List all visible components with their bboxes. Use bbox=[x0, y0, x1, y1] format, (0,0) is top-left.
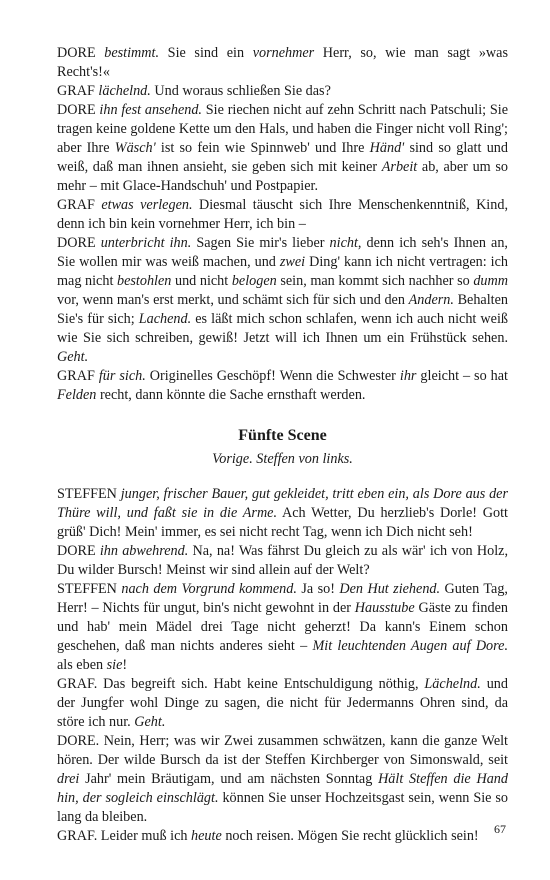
stage-direction: für sich. bbox=[98, 368, 146, 384]
dialogue-text: DORE bbox=[57, 543, 100, 559]
dialogue-paragraph bbox=[57, 196, 508, 234]
dialogue-paragraph bbox=[57, 732, 508, 827]
dialogue-text: DORE. Nein, Herr; was wir Zwei zusammen schwätzen, kann die ganze Welt hören. Der wilde Bursch da ist der Steffen Kirchberger von Simonswald, seit bbox=[57, 733, 508, 768]
dialogue-paragraph bbox=[57, 580, 508, 675]
stage-direction: ihn fest ansehend. bbox=[99, 102, 202, 118]
dialogue-text: noch reisen. Mögen Sie recht glücklich sein! bbox=[221, 828, 479, 844]
dialogue-text: Originelles Geschöpf! Wenn die Schwester bbox=[145, 368, 400, 384]
stage-direction: nach dem Vorgrund kommend. bbox=[121, 581, 297, 597]
dialogue-block-scene-5 bbox=[57, 485, 508, 846]
stage-direction: Arbeit bbox=[381, 159, 418, 175]
stage-direction: sie bbox=[106, 657, 123, 673]
dialogue-text: Na, na! Was fährst Du gleich zu als wär' ich von Holz, Du wilder Bursch! Meinst wir sind allein auf der Welt? bbox=[57, 543, 509, 578]
stage-direction: junger, frischer Bauer, gut gekleidet, tritt eben ein, als Dore aus der Thüre will, und faßt sie in die Arme. bbox=[57, 486, 509, 521]
dialogue-text: Ja so! bbox=[296, 581, 340, 597]
dialogue-text: ab, aber um so mehr – mit Glace-Handschuh' und Postpapier. bbox=[57, 159, 508, 194]
dialogue-text: Ach Wetter, Du herzlieb's Dorle! Gott grüß' Dich! Mein' immer, es sei nicht recht Tag, wenn ich Dich nicht seh! bbox=[57, 505, 508, 540]
stage-direction: belogen bbox=[231, 273, 277, 289]
stage-direction: Händ' bbox=[369, 140, 405, 156]
dialogue-text: Sagen Sie mir's lieber bbox=[191, 235, 330, 251]
stage-direction: Wäsch' bbox=[114, 140, 156, 156]
stage-direction: vornehmer bbox=[252, 45, 315, 61]
dialogue-text: Jahr' mein Bräutigam, und am nächsten Sonntag bbox=[79, 771, 379, 787]
dialogue-text: Behalten Sie's für sich; bbox=[57, 292, 509, 327]
stage-direction: bestohlen bbox=[117, 273, 172, 289]
dialogue-text: ist so fein wie Spinnweb' und Ihre bbox=[155, 140, 370, 156]
stage-direction: unterbricht ihn. bbox=[100, 235, 192, 251]
stage-direction: Hausstube bbox=[354, 600, 415, 616]
dialogue-text: gleicht – so hat bbox=[416, 368, 508, 384]
scene-heading: Fünfte Scene bbox=[238, 427, 327, 444]
dialogue-text: GRAF bbox=[57, 83, 99, 99]
stage-direction: Hält Steffen die Hand hin, der sogleich einschlägt. bbox=[57, 771, 508, 806]
stage-direction: nicht bbox=[329, 235, 358, 251]
dialogue-text: Guten Tag, Herr! – Nichts für ungut, bin's nicht gewohnt in der bbox=[57, 581, 508, 616]
stage-direction: lächelnd. bbox=[98, 83, 151, 99]
dialogue-text: sind so glatt und weiß, daß man ihnen ansieht, sie geben sich mit keiner bbox=[57, 140, 508, 175]
dialogue-text: , denn ich seh's Ihnen an, Sie wollen mir was weiß machen, und bbox=[57, 235, 508, 270]
dialogue-text: können Sie unser Hochzeitsgast sein, wenn Sie so lang da bleiben. bbox=[57, 790, 508, 825]
stage-direction: Den Hut ziehend. bbox=[339, 581, 441, 597]
dialogue-text: DORE bbox=[57, 102, 100, 118]
dialogue-text: GRAF bbox=[57, 368, 99, 384]
dialogue-text: Herr, so, wie man sagt »was Recht's!« bbox=[57, 45, 508, 80]
stage-direction: Felden bbox=[57, 387, 97, 403]
dialogue-text: und der Jungfer wohl Dinge zu sagen, die nicht für Jedermanns Ohren sind, da störe ich nur. bbox=[57, 676, 508, 730]
dialogue-text: GRAF. Leider muß ich bbox=[57, 828, 192, 844]
dialogue-text: als eben bbox=[57, 657, 107, 673]
stage-direction: Geht. bbox=[57, 349, 89, 365]
dialogue-text: recht, dann könnte die Sache ernsthaft werden. bbox=[96, 387, 366, 403]
stage-direction: heute bbox=[191, 828, 222, 844]
stage-direction: Geht. bbox=[134, 714, 166, 730]
dialogue-text: Ding' kann ich nicht vertragen: ich mag nicht bbox=[57, 254, 508, 289]
dialogue-paragraph bbox=[57, 485, 508, 542]
dialogue-text: es läßt mich schon schlafen, wenn ich auch nicht weiß wie Sie sich schreiben, gewiß! Jetzt will ich Ihnen um ein Frühstück sehen. bbox=[57, 311, 508, 346]
dialogue-paragraph bbox=[57, 675, 508, 732]
stage-direction: etwas verlegen. bbox=[101, 197, 193, 213]
dialogue-text: Sie riechen nicht auf zehn Schritt nach Patschuli; Sie tragen keine goldene Kette um den Hals, und haben die Finger nicht voll Ring'; aber Ihre bbox=[57, 102, 508, 156]
book-page bbox=[57, 44, 508, 846]
dialogue-paragraph bbox=[57, 827, 508, 846]
dialogue-paragraph bbox=[57, 44, 508, 82]
page-number: 67 bbox=[494, 822, 506, 836]
stage-direction: zwei bbox=[279, 254, 306, 270]
stage-direction: Mit leuchtenden Augen auf Dore. bbox=[312, 638, 508, 654]
dialogue-paragraph bbox=[57, 542, 508, 580]
stage-direction: dumm bbox=[473, 273, 509, 289]
dialogue-paragraph bbox=[57, 367, 508, 405]
dialogue-text: STEFFEN bbox=[57, 581, 122, 597]
stage-direction: bestimmt. bbox=[104, 45, 160, 61]
scene-stage-direction: Vorige. Steffen von links. bbox=[212, 451, 353, 467]
dialogue-text: Gäste zu finden und hab' mein Mädel drei Tage nicht geherzt! Da kann's Einem schon geschehen, daß man nichts anderes sieht – bbox=[57, 600, 508, 654]
dialogue-paragraph bbox=[57, 101, 508, 196]
dialogue-text: STEFFEN bbox=[57, 486, 121, 502]
stage-direction: ihr bbox=[399, 368, 417, 384]
dialogue-text: ! bbox=[122, 657, 128, 673]
stage-direction: ihn abwehrend. bbox=[99, 543, 189, 559]
dialogue-text: GRAF bbox=[57, 197, 102, 213]
dialogue-text: vor, wenn man's erst merkt, und schämt sich für sich und den bbox=[57, 292, 409, 308]
dialogue-text: Diesmal täuscht sich Ihre Menschenkenntniß, Kind, denn ich bin kein vornehmer Herr, ich bin – bbox=[57, 197, 508, 232]
dialogue-text: DORE bbox=[57, 45, 105, 61]
stage-direction: Andern. bbox=[408, 292, 454, 308]
stage-direction: Lachend. bbox=[138, 311, 192, 327]
dialogue-block-scene-4 bbox=[57, 44, 508, 405]
dialogue-text: DORE bbox=[57, 235, 101, 251]
dialogue-text: sein, man kommt sich nachher so bbox=[276, 273, 474, 289]
dialogue-text: und nicht bbox=[171, 273, 232, 289]
stage-direction: Lächelnd. bbox=[424, 676, 481, 692]
dialogue-paragraph bbox=[57, 234, 508, 367]
stage-direction: drei bbox=[57, 771, 80, 787]
dialogue-text: GRAF. Das begreift sich. Habt keine Entschuldigung nöthig, bbox=[57, 676, 425, 692]
dialogue-text: Sie sind ein bbox=[159, 45, 253, 61]
dialogue-paragraph bbox=[57, 82, 508, 101]
dialogue-text: Und woraus schließen Sie das? bbox=[150, 83, 331, 99]
